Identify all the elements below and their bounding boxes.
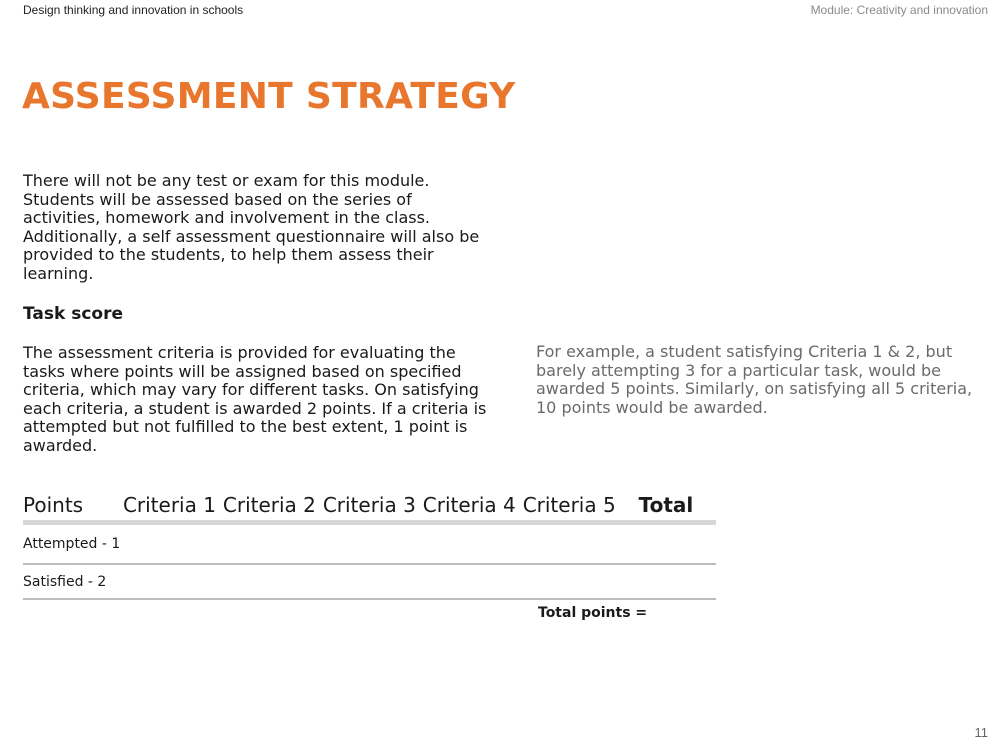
- table-header-row: [23, 490, 716, 525]
- row-label-satisfied: Satisfied - 2: [23, 573, 107, 590]
- header-criteria-5: Criteria 5: [522, 493, 616, 517]
- header-criteria-4: Criteria 4: [422, 493, 516, 517]
- task-score-heading: Task score: [23, 304, 124, 324]
- example-paragraph: For example, a student satisfying Criteria 1 & 2, but barely attempting 3 for a particular task, would be awarded 5 points. Similarly, on satisfying all 5 criteria, 10 points would be awarded.: [536, 342, 973, 417]
- header-points: Points: [23, 493, 84, 517]
- header-total: Total: [638, 493, 694, 517]
- table-row: [23, 565, 716, 600]
- header-criteria-3: Criteria 3: [322, 493, 416, 517]
- criteria-paragraph: The assessment criteria is provided for evaluating the tasks where points will be assigned based on specified criteria, which may vary for different tasks. On satisfying each criteria, a student is awarded 2 points. If a criteria is attempted but not fulfilled to the best extent, 1 point is awarded.: [23, 343, 487, 455]
- header-criteria-2: Criteria 2: [222, 493, 316, 517]
- module-label: Module: Creativity and innovation: [810, 3, 988, 17]
- table-row: [23, 525, 716, 565]
- page-number: 11: [974, 725, 988, 740]
- page-title: ASSESSMENT STRATEGY: [22, 76, 516, 117]
- row-label-attempted: Attempted - 1: [23, 536, 121, 552]
- intro-paragraph: There will not be any test or exam for this module. Students will be assessed based on the series of activities, homework and involvement in the class. Additionally, a self assessment questionnaire will also be provided to the students, to help them assess their learning.: [23, 171, 480, 283]
- header-criteria-1: Criteria 1: [122, 493, 216, 517]
- score-table: [23, 490, 716, 600]
- total-points-label: Total points =: [538, 605, 648, 621]
- course-title: Design thinking and innovation in schools: [23, 3, 244, 17]
